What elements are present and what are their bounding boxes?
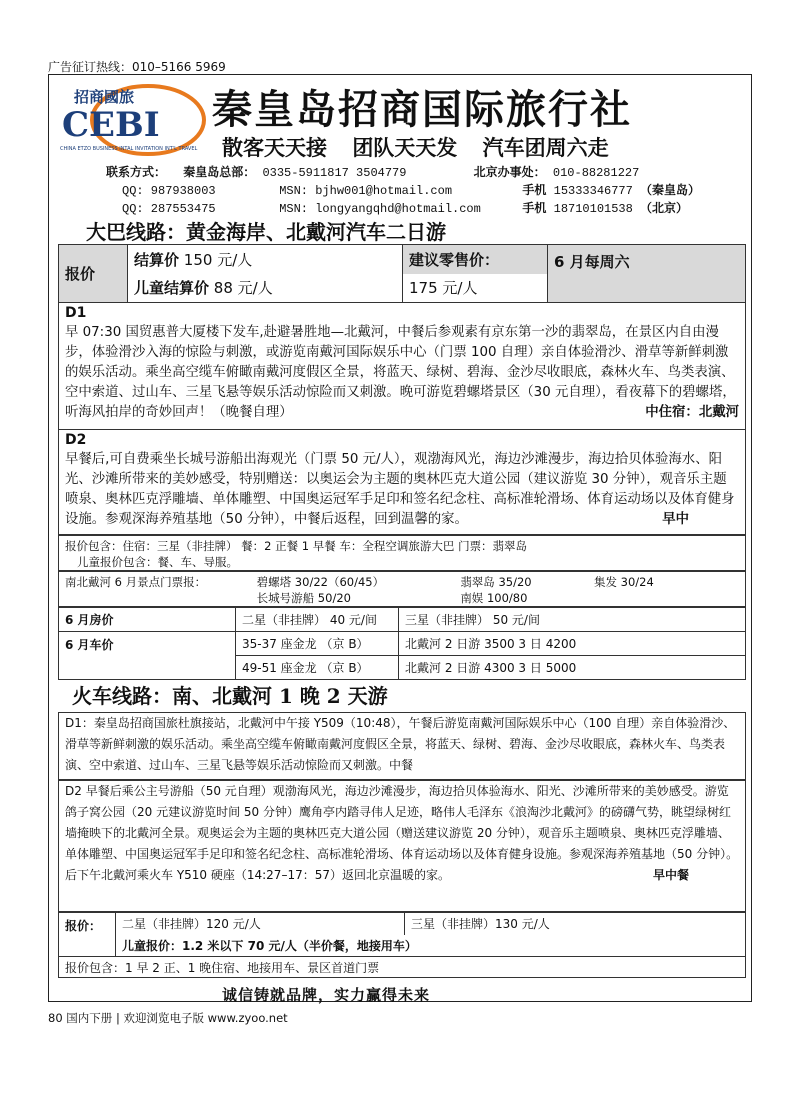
train-route-title: 火车线路：南、北戴河 1 晚 2 天游 (72, 684, 388, 708)
train-price-2star: 二星（非挂牌）120 元/人 (116, 913, 405, 935)
retail-price: 175 元/人 (403, 274, 548, 303)
mobile-2: 18710101538 (553, 202, 633, 216)
bus-route-title: 大巴线路：黄金海岸、北戴河汽车二日游 (86, 220, 446, 244)
price-label: 报价 (59, 245, 128, 303)
train-day-2-meal: 早中餐 (652, 868, 689, 882)
settle-label: 结算价 (134, 250, 180, 269)
msn-2: MSN: longyangqhd@hotmail.com (279, 202, 481, 216)
bus-includes (58, 535, 746, 571)
bj-label: 北京办事处： (473, 165, 546, 179)
day-2-meal: 早中 (662, 512, 689, 527)
qq-2: QQ: 287553475 (122, 202, 216, 216)
ticket-2: 翡翠岛 35/20 (460, 575, 532, 589)
retail-label: 建议零售价： (403, 245, 548, 274)
train-day-2-text: D2 早餐后乘公主号游船（50 元自理）观渤海风光，海边沙滩漫步，海边拾贝体验海水、阳光、沙滩所带来的美妙感受。游览鸽子窝公园（20 元建议游览时间 50 分钟）鹰角亭内踏寻伟人足迹，略伟人毛泽东《浪淘沙北戴河》的磅礴气势，眺望绿树红墙掩映下的北戴河全景。观奥运会为主题的奥林匹克大道公园（赠送建议游览 20 分钟），观音乐主题喷泉、奥林匹克浮雕墙、单体雕塑、中国奥运冠军手足印和签名纪念柱、高标准轮滑场、体育运动场以及体育健身设施。参观深海养殖基地（50 分钟）。后下午北戴河乘火车 Y510 硬座（14:27–17：57）返回北京温暖的家。 (65, 784, 739, 882)
day-1-stay: 中住宿：北戴河 (645, 405, 739, 420)
slogans (222, 132, 627, 162)
qq-1: QQ: 987938003 (122, 184, 216, 198)
bus-day-1 (58, 302, 746, 430)
schedule: 6 月每周六 (548, 245, 746, 303)
settle-price: 150 元/人 (183, 250, 253, 269)
mobile-2-label: 手机 (522, 201, 547, 215)
ticket-1: 碧螺塔 30/22（60/45） (256, 575, 385, 589)
room-3star: 三星（非挂牌） 50 元/间 (399, 608, 746, 632)
room-car-table (58, 607, 746, 680)
day-1-text: 早 07:30 国贸惠普大厦楼下发车,赴避暑胜地—北戴河，中餐后参观素有京东第一沙的翡翠岛，在景区内自由漫步，体验滑沙入海的惊险与刺激，或游览南戴河国际娱乐中心（门票 100 自理）亲自体验滑沙、滑草等新鲜刺激的娱乐活动。乘坐高空缆车俯瞰南戴河度假区全景，将蓝天、绿树、碧海、金沙尽收眼底，森林火车、鸟类表演、空中索道、过山车、三星飞悬等娱乐活动惊险而又刺激。晚可游览碧螺塔景区（30 元自理），看夜幕下的碧螺塔，听海风拍岸的奇妙回声！（晚餐自理） (65, 325, 736, 420)
includes-text: 报价包含：住宿：三星（非挂牌） 餐：2 正餐 1 早餐 车：全程空调旅游大巴 门票：翡翠岛 (65, 539, 528, 553)
child-includes-text: 儿童报价包含：餐、车、导服。 (77, 555, 238, 569)
ticket-5: 南娱 100/80 (460, 591, 528, 605)
hq-phone: 0335-5911817 3504779 (262, 166, 407, 180)
logo-cn-text: 招商國旅 (74, 88, 135, 106)
room-2star: 二星（非挂牌） 40 元/间 (236, 608, 399, 632)
bj-phone: 010-88281227 (552, 166, 640, 180)
bus-price-table (58, 244, 746, 303)
mobile-1: 15333346777 (553, 184, 633, 198)
train-price-3star: 三星（非挂牌）130 元/人 (405, 913, 746, 935)
train-price-label: 报价： (59, 913, 116, 957)
train-includes: 报价包含：1 早 2 正、1 晚住宿、地接用车、景区首道门票 (59, 957, 746, 978)
msn-1: MSN: bjhw001@hotmail.com (279, 184, 453, 198)
car-2: 49-51 座金龙 （京 B） (236, 656, 399, 680)
company-title: 秦皇岛招商国际旅行社 (212, 86, 632, 133)
car-1: 35-37 座金龙 （京 B） (236, 632, 399, 656)
motto: 诚信铸就品牌，实力赢得未来 (222, 986, 431, 1004)
train-day-2 (58, 780, 746, 912)
logo-en-text: CEBI (62, 105, 160, 145)
logo-sub-text: CHINA ETZO BUSINESS INTAL INVITATION INT'L TRAVEL (60, 146, 198, 152)
slogan-1: 散客天天接 (222, 135, 327, 160)
ticket-prices (58, 571, 746, 607)
mobile-1-label: 手机 (522, 183, 547, 197)
slogan-2: 团队天天发 (352, 135, 458, 160)
contact-label: 联系方式： (106, 165, 167, 179)
car-label: 6 月车价 (59, 632, 236, 680)
day-2-text: 早餐后,可自费乘坐长城号游船出海观光（门票 50 元/人），观渤海风光，海边沙滩漫步，海边拾贝体验海水、阳光、沙滩所带来的美妙感受，特别赠送：以奥运会为主题的奥林匹克大道公园（建议游览 30 分钟），观音乐主题喷泉、奥林匹克浮雕墙、单体雕塑、中国奥运冠军手足印和签名纪念柱、高标准轮滑场、体育运动场以及体育健身设施。参观深海养殖基地（50 分钟），中餐后返程，回到温馨的家。 (65, 452, 735, 527)
ticket-3: 集发 30/24 (593, 575, 654, 589)
day-2-label: D2 (65, 432, 87, 448)
car-2-price: 北戴河 2 日游 4300 3 日 5000 (399, 656, 746, 680)
child-price: 88 元/人 (213, 279, 273, 298)
train-child-price: 儿童报价：1.2 米以下 70 元/人（半价餐，地接用车） (116, 935, 746, 957)
slogan-3: 汽车团周六走 (482, 135, 609, 160)
child-label: 儿童结算价 (134, 279, 210, 298)
mobile-2-city: （北京） (640, 201, 689, 215)
contact-line-1 (106, 163, 639, 180)
train-day-1-text: D1：秦皇岛招商国旅杜旗接站，北戴河中午接 Y509（10:48），午餐后游览南戴河国际娱乐中心（100 自理）亲自体验滑沙、滑草等新鲜刺激的娱乐活动。乘坐高空缆车俯瞰南戴河度假区全景，将蓝天、绿树、碧海、金沙尽收眼底，森林火车、鸟类表演、空中索道、过山车、三星飞悬等娱乐活动惊险而又刺激。中餐 (65, 716, 736, 772)
day-1-label: D1 (65, 305, 87, 321)
car-1-price: 北戴河 2 日游 3500 3 日 4200 (399, 632, 746, 656)
train-price-table (58, 912, 746, 978)
mobile-1-city: （秦皇岛） (640, 183, 701, 197)
company-logo (56, 80, 206, 156)
room-label: 6 月房价 (59, 608, 236, 632)
ad-hotline: 广告征订热线：010–5166 5969 (48, 60, 226, 74)
bus-day-2 (58, 429, 746, 535)
ticket-4: 长城号游船 50/20 (256, 591, 351, 605)
train-day-1 (58, 712, 746, 780)
tickets-label: 南北戴河 6 月景点门票报： (65, 575, 207, 589)
contact-line-3 (122, 199, 688, 216)
contact-line-2 (122, 181, 700, 198)
hq-label: 秦皇岛总部： (183, 165, 256, 179)
page-footer: 80 国内下册 | 欢迎浏览电子版 www.zyoo.net (48, 1011, 288, 1025)
